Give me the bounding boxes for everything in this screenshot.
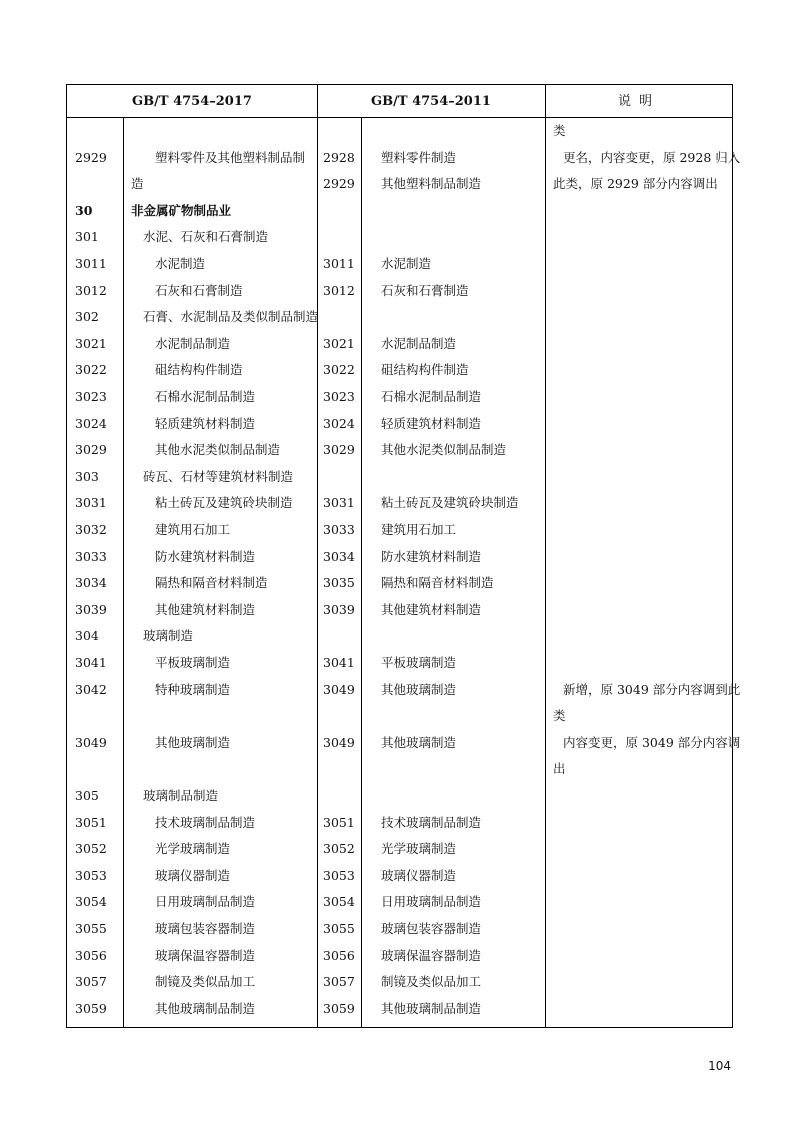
cell-name-2017: 隔热和隔音材料制造 (155, 575, 268, 591)
cell-name-2011: 隔热和隔音材料制造 (381, 575, 494, 591)
cell-code-2011: 3049 (323, 734, 355, 750)
cell-code-2017: 30 (75, 202, 93, 218)
cell-code-2017: 3034 (75, 575, 107, 591)
cell-code-2017: 3024 (75, 415, 107, 431)
cell-code-2017: 3051 (75, 814, 107, 830)
cell-code-2017: 3022 (75, 362, 107, 378)
cell-note: 新增，原 3049 部分内容调到此 (563, 681, 741, 697)
cell-code-2011: 3049 (323, 681, 355, 697)
cell-code-2017: 3029 (75, 442, 107, 458)
cell-name-2011: 石灰和石膏制造 (381, 282, 469, 298)
cell-code-2011: 3057 (323, 974, 355, 990)
cell-name-2011: 玻璃包装容器制造 (381, 921, 482, 936)
cell-code-2017: 3023 (75, 389, 107, 404)
cell-name-2017: 石膏、水泥制品及类似制品制造 (143, 309, 319, 325)
table-row (67, 331, 732, 358)
cell-code-2011: 3051 (323, 814, 355, 830)
cell-name-2017: 砖瓦、石材等建筑材料制造 (143, 468, 294, 484)
table-row (67, 384, 732, 411)
cell-name-2017: 造 (131, 176, 144, 192)
cell-code-2017: 3049 (75, 734, 107, 750)
cell-name-2017: 水泥制造 (155, 256, 206, 271)
cell-code-2011: 3034 (323, 548, 355, 564)
cell-name-2017: 建筑用石加工 (155, 522, 231, 537)
page-number: 104 (708, 1059, 731, 1073)
cell-code-2017: 3031 (75, 495, 107, 511)
cell-note: 出 (553, 761, 566, 777)
cell-name-2017: 其他水泥类似制品制造 (155, 442, 281, 458)
table-row (67, 437, 732, 464)
cell-name-2017: 其他玻璃制造 (155, 734, 231, 750)
header-gbt-2011: GB/T 4754–2011 (371, 94, 491, 109)
cell-name-2017: 日用玻璃制品制造 (155, 894, 256, 910)
cell-name-2011: 技术玻璃制品制造 (381, 814, 482, 830)
table-row (67, 969, 732, 996)
table-row (67, 171, 732, 198)
cell-name-2011: 塑料零件制造 (381, 149, 457, 165)
table-row (67, 623, 732, 650)
cell-name-2011: 其他玻璃制品制造 (381, 1000, 482, 1016)
cell-name-2017: 其他玻璃制品制造 (155, 1000, 256, 1016)
table-row (67, 118, 732, 145)
cell-name-2017: 玻璃仪器制造 (155, 867, 231, 883)
cell-code-2017: 303 (75, 468, 99, 484)
table-row (67, 916, 732, 943)
cell-name-2017: 玻璃包装容器制造 (155, 921, 256, 936)
cell-code-2011: 3056 (323, 947, 355, 963)
cell-code-2011: 2928 (323, 149, 355, 165)
cell-note: 更名，内容变更，原 2928 归入 (563, 149, 741, 165)
cell-code-2017: 3054 (75, 894, 107, 910)
table-row (67, 198, 732, 225)
cell-code-2017: 302 (75, 309, 99, 325)
table-row (67, 597, 732, 624)
cell-name-2017: 塑料零件及其他塑料制品制 (155, 149, 306, 165)
cell-name-2011: 轻质建筑材料制造 (381, 415, 482, 431)
cell-name-2017: 光学玻璃制造 (155, 841, 231, 857)
cell-code-2011: 3052 (323, 841, 355, 857)
cell-name-2011: 玻璃保温容器制造 (381, 947, 482, 963)
cell-name-2011: 石棉水泥制品制造 (381, 389, 482, 404)
table-row (67, 836, 732, 863)
table-row (67, 464, 732, 491)
cell-code-2011: 3024 (323, 415, 355, 431)
cell-code-2017: 3053 (75, 867, 107, 883)
cell-code-2011: 3041 (323, 655, 355, 670)
cell-code-2017: 3052 (75, 841, 107, 857)
table-row (67, 278, 732, 305)
classification-table (66, 84, 741, 1028)
cell-code-2017: 3032 (75, 522, 107, 537)
cell-name-2011: 制镜及类似品加工 (381, 974, 482, 990)
table-row (67, 810, 732, 837)
cell-name-2017: 制镜及类似品加工 (155, 974, 256, 990)
cell-code-2011: 3021 (323, 335, 355, 351)
cell-code-2011: 3039 (323, 601, 355, 617)
cell-name-2017: 粘土砖瓦及建筑砱块制造 (155, 495, 293, 511)
cell-code-2017: 3055 (75, 921, 107, 936)
cell-name-2017: 技术玻璃制品制造 (155, 814, 256, 830)
cell-code-2011: 2929 (323, 176, 355, 192)
table-row (67, 996, 732, 1023)
cell-name-2011: 防水建筑材料制造 (381, 548, 482, 564)
cell-note: 类 (553, 708, 566, 724)
cell-code-2017: 3033 (75, 548, 107, 564)
cell-code-2011: 3055 (323, 921, 355, 936)
cell-name-2011: 水泥制品制造 (381, 335, 457, 351)
cell-name-2017: 石灰和石膏制造 (155, 282, 243, 298)
cell-code-2017: 3059 (75, 1000, 107, 1016)
table-row (67, 224, 732, 251)
cell-name-2011: 建筑用石加工 (381, 522, 457, 537)
table-row (67, 730, 741, 757)
cell-name-2011: 水泥制造 (381, 256, 432, 271)
cell-name-2017: 特种玻璃制造 (155, 681, 231, 697)
cell-name-2011: 其他建筑材料制造 (381, 601, 482, 617)
cell-name-2011: 其他玻璃制造 (381, 734, 457, 750)
cell-name-2011: 平板玻璃制造 (381, 655, 457, 670)
header-note: 说明 (617, 94, 660, 109)
cell-name-2017: 水泥制品制造 (155, 335, 231, 351)
cell-code-2017: 3012 (75, 282, 107, 298)
cell-code-2011: 3029 (323, 442, 355, 458)
cell-code-2017: 3039 (75, 601, 107, 617)
cell-code-2017: 3021 (75, 335, 107, 351)
cell-name-2011: 光学玻璃制造 (381, 841, 457, 857)
cell-name-2017: 石棉水泥制品制造 (155, 389, 256, 404)
cell-name-2017: 非金属矿物制品业 (131, 202, 232, 218)
cell-code-2017: 305 (75, 788, 99, 803)
cell-code-2017: 301 (75, 229, 99, 245)
cell-code-2011: 3033 (323, 522, 355, 537)
cell-name-2011: 砠结构构件制造 (381, 362, 469, 378)
cell-code-2011: 3059 (323, 1000, 355, 1016)
cell-name-2017: 玻璃制造 (143, 628, 194, 644)
cell-code-2011: 3012 (323, 282, 355, 298)
table-row (67, 544, 732, 571)
table-header (67, 85, 732, 118)
cell-code-2017: 3042 (75, 681, 107, 697)
table-row (67, 357, 732, 384)
cell-name-2017: 其他建筑材料制造 (155, 601, 256, 617)
table-row (67, 943, 732, 970)
table-row (67, 145, 741, 172)
cell-name-2011: 其他塑料制品制造 (381, 176, 482, 192)
cell-code-2011: 3035 (323, 575, 355, 591)
cell-name-2017: 轻质建筑材料制造 (155, 415, 256, 431)
cell-note: 内容变更，原 3049 部分内容调 (563, 734, 741, 750)
cell-code-2011: 3031 (323, 495, 355, 511)
cell-note: 类 (553, 123, 566, 138)
cell-code-2017: 3041 (75, 655, 107, 670)
table-row (67, 490, 732, 517)
cell-code-2011: 3053 (323, 867, 355, 883)
table-row (67, 304, 732, 331)
cell-name-2011: 玻璃仪器制造 (381, 867, 457, 883)
cell-name-2017: 防水建筑材料制造 (155, 548, 256, 564)
cell-code-2011: 3011 (323, 256, 355, 271)
cell-name-2017: 水泥、石灰和石膏制造 (143, 229, 269, 245)
table-row (67, 703, 732, 730)
table-row (67, 677, 741, 704)
table-row (67, 783, 732, 810)
cell-name-2017: 玻璃保温容器制造 (155, 947, 256, 963)
cell-name-2011: 日用玻璃制品制造 (381, 894, 482, 910)
cell-code-2017: 304 (75, 628, 99, 644)
table-row (67, 517, 732, 544)
cell-code-2011: 3022 (323, 362, 355, 378)
cell-name-2011: 其他玻璃制造 (381, 681, 457, 697)
table-row (67, 756, 732, 783)
cell-name-2011: 粘土砖瓦及建筑砱块制造 (381, 495, 519, 511)
cell-note: 此类，原 2929 部分内容调出 (553, 176, 718, 192)
cell-code-2017: 3057 (75, 974, 107, 990)
cell-code-2011: 3023 (323, 389, 355, 404)
header-gbt-2017: GB/T 4754–2017 (132, 94, 252, 109)
table-row (67, 863, 732, 890)
cell-code-2017: 2929 (75, 149, 107, 165)
table-row (67, 650, 732, 677)
cell-name-2017: 砠结构构件制造 (155, 362, 243, 378)
cell-code-2017: 3056 (75, 947, 107, 963)
cell-name-2011: 其他水泥类似制品制造 (381, 442, 507, 458)
cell-code-2011: 3054 (323, 894, 355, 910)
table-row (67, 251, 732, 278)
table-row (67, 570, 732, 597)
table-row (67, 411, 732, 438)
cell-code-2017: 3011 (75, 256, 107, 271)
cell-name-2017: 平板玻璃制造 (155, 655, 231, 670)
table-row (67, 889, 732, 916)
cell-name-2017: 玻璃制品制造 (143, 788, 219, 803)
